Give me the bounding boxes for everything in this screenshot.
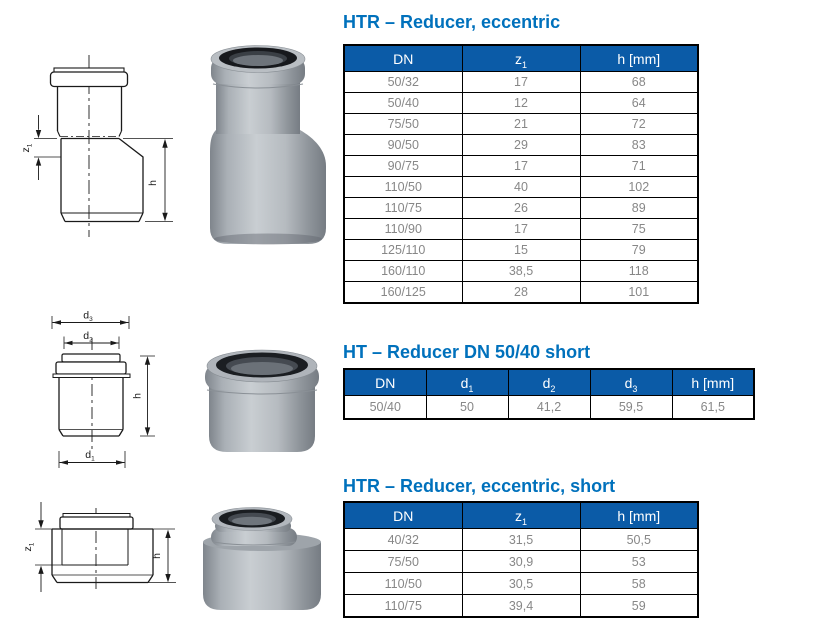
table-cell: 50/40 bbox=[344, 93, 462, 114]
column-header: $d_3$ bbox=[590, 369, 672, 396]
table-cell: 17 bbox=[462, 72, 580, 93]
table-row bbox=[344, 114, 698, 135]
column-header: $d_1$ bbox=[426, 369, 508, 396]
dim-label-d3: $d_3$ bbox=[83, 309, 93, 323]
table-cell: 53 bbox=[580, 551, 698, 573]
table-cell: 12 bbox=[462, 93, 580, 114]
htr-reducer-eccentric-short-table bbox=[343, 501, 699, 618]
table-cell: 110/75 bbox=[344, 595, 462, 618]
table-cell: 40/32 bbox=[344, 529, 462, 551]
table-cell: 71 bbox=[580, 156, 698, 177]
table-cell: 31,5 bbox=[462, 529, 580, 551]
table-cell: 110/50 bbox=[344, 573, 462, 595]
table-cell: 50/40 bbox=[344, 396, 426, 420]
table-cell: 15 bbox=[462, 240, 580, 261]
table-cell: 50/32 bbox=[344, 72, 462, 93]
htr-eccentric-short-drawing bbox=[0, 480, 190, 620]
dim-label-d2: $d_2$ bbox=[83, 330, 93, 344]
table-cell: 75/50 bbox=[344, 551, 462, 573]
table-cell: 90/50 bbox=[344, 135, 462, 156]
table-cell: 64 bbox=[580, 93, 698, 114]
table-cell: 83 bbox=[580, 135, 698, 156]
column-header: h [mm] bbox=[672, 369, 754, 396]
header-row bbox=[344, 502, 698, 529]
section-htr-reducer-eccentric-short bbox=[343, 476, 699, 618]
table-cell: 58 bbox=[580, 573, 698, 595]
column-header: $z_1$ bbox=[462, 502, 580, 529]
header-row bbox=[344, 369, 754, 396]
table-row bbox=[344, 261, 698, 282]
section-title: HTR – Reducer, eccentric bbox=[343, 12, 561, 32]
table-cell: 160/125 bbox=[344, 282, 462, 304]
table-row bbox=[344, 177, 698, 198]
table-cell: 89 bbox=[580, 198, 698, 219]
column-header: h [mm] bbox=[580, 502, 698, 529]
table-cell: 75/50 bbox=[344, 114, 462, 135]
table-row bbox=[344, 595, 698, 618]
dim-label-h: h bbox=[151, 553, 163, 559]
ht-short-reducer-drawing bbox=[10, 300, 190, 480]
table-row bbox=[344, 219, 698, 240]
column-header: $z_1$ bbox=[462, 45, 580, 72]
section-title: HTR – Reducer, eccentric, short bbox=[343, 476, 616, 496]
table-cell: 50,5 bbox=[580, 529, 698, 551]
table-row bbox=[344, 135, 698, 156]
table-cell: 75 bbox=[580, 219, 698, 240]
dim-label-d1: $d_1$ bbox=[85, 449, 95, 463]
table-cell: 79 bbox=[580, 240, 698, 261]
section-ht-reducer-short bbox=[343, 342, 755, 420]
table-cell: 110/90 bbox=[344, 219, 462, 240]
table-cell: 101 bbox=[580, 282, 698, 304]
table-cell: 125/110 bbox=[344, 240, 462, 261]
column-header: DN bbox=[344, 369, 426, 396]
table-cell: 102 bbox=[580, 177, 698, 198]
table-cell: 90/75 bbox=[344, 156, 462, 177]
table-cell: 59 bbox=[580, 595, 698, 618]
table-cell: 118 bbox=[580, 261, 698, 282]
table-row bbox=[344, 240, 698, 261]
table-cell: 59,5 bbox=[590, 396, 672, 420]
dim-label-z1: $z_1$ bbox=[20, 143, 34, 153]
table-cell: 17 bbox=[462, 219, 580, 240]
table-cell: 40 bbox=[462, 177, 580, 198]
table-cell: 50 bbox=[426, 396, 508, 420]
table-cell: 30,9 bbox=[462, 551, 580, 573]
column-header: $d_2$ bbox=[508, 369, 590, 396]
ht-short-reducer-photo bbox=[197, 336, 327, 458]
table-cell: 160/110 bbox=[344, 261, 462, 282]
table-cell: 29 bbox=[462, 135, 580, 156]
table-row bbox=[344, 282, 698, 304]
table-cell: 68 bbox=[580, 72, 698, 93]
dim-label-h: h bbox=[131, 393, 144, 399]
table-cell: 28 bbox=[462, 282, 580, 304]
htr-eccentric-drawing bbox=[5, 45, 185, 275]
table-row bbox=[344, 72, 698, 93]
htr-reducer-eccentric-table bbox=[343, 44, 699, 304]
table-cell: 21 bbox=[462, 114, 580, 135]
table-cell: 17 bbox=[462, 156, 580, 177]
header-row bbox=[344, 45, 698, 72]
table-cell: 110/75 bbox=[344, 198, 462, 219]
table-row bbox=[344, 573, 698, 595]
section-htr-reducer-eccentric bbox=[343, 12, 699, 304]
table-row bbox=[344, 529, 698, 551]
table-cell: 26 bbox=[462, 198, 580, 219]
table-cell: 39,4 bbox=[462, 595, 580, 618]
table-row bbox=[344, 551, 698, 573]
table-cell: 110/50 bbox=[344, 177, 462, 198]
section-title: HT – Reducer DN 50/40 short bbox=[343, 342, 591, 362]
table-cell: 30,5 bbox=[462, 573, 580, 595]
table-cell: 61,5 bbox=[672, 396, 754, 420]
ht-reducer-short-table bbox=[343, 368, 755, 420]
htr-eccentric-photo bbox=[196, 32, 336, 247]
table-cell: 72 bbox=[580, 114, 698, 135]
table-row bbox=[344, 198, 698, 219]
column-header: DN bbox=[344, 502, 462, 529]
table-row bbox=[344, 396, 754, 420]
dim-label-h: h bbox=[147, 180, 159, 186]
table-row bbox=[344, 156, 698, 177]
column-header: DN bbox=[344, 45, 462, 72]
dim-label-z1: $z_1$ bbox=[22, 542, 36, 552]
table-cell: 41,2 bbox=[508, 396, 590, 420]
table-row bbox=[344, 93, 698, 114]
htr-eccentric-short-photo bbox=[197, 498, 327, 615]
table-cell: 38,5 bbox=[462, 261, 580, 282]
column-header: h [mm] bbox=[580, 45, 698, 72]
